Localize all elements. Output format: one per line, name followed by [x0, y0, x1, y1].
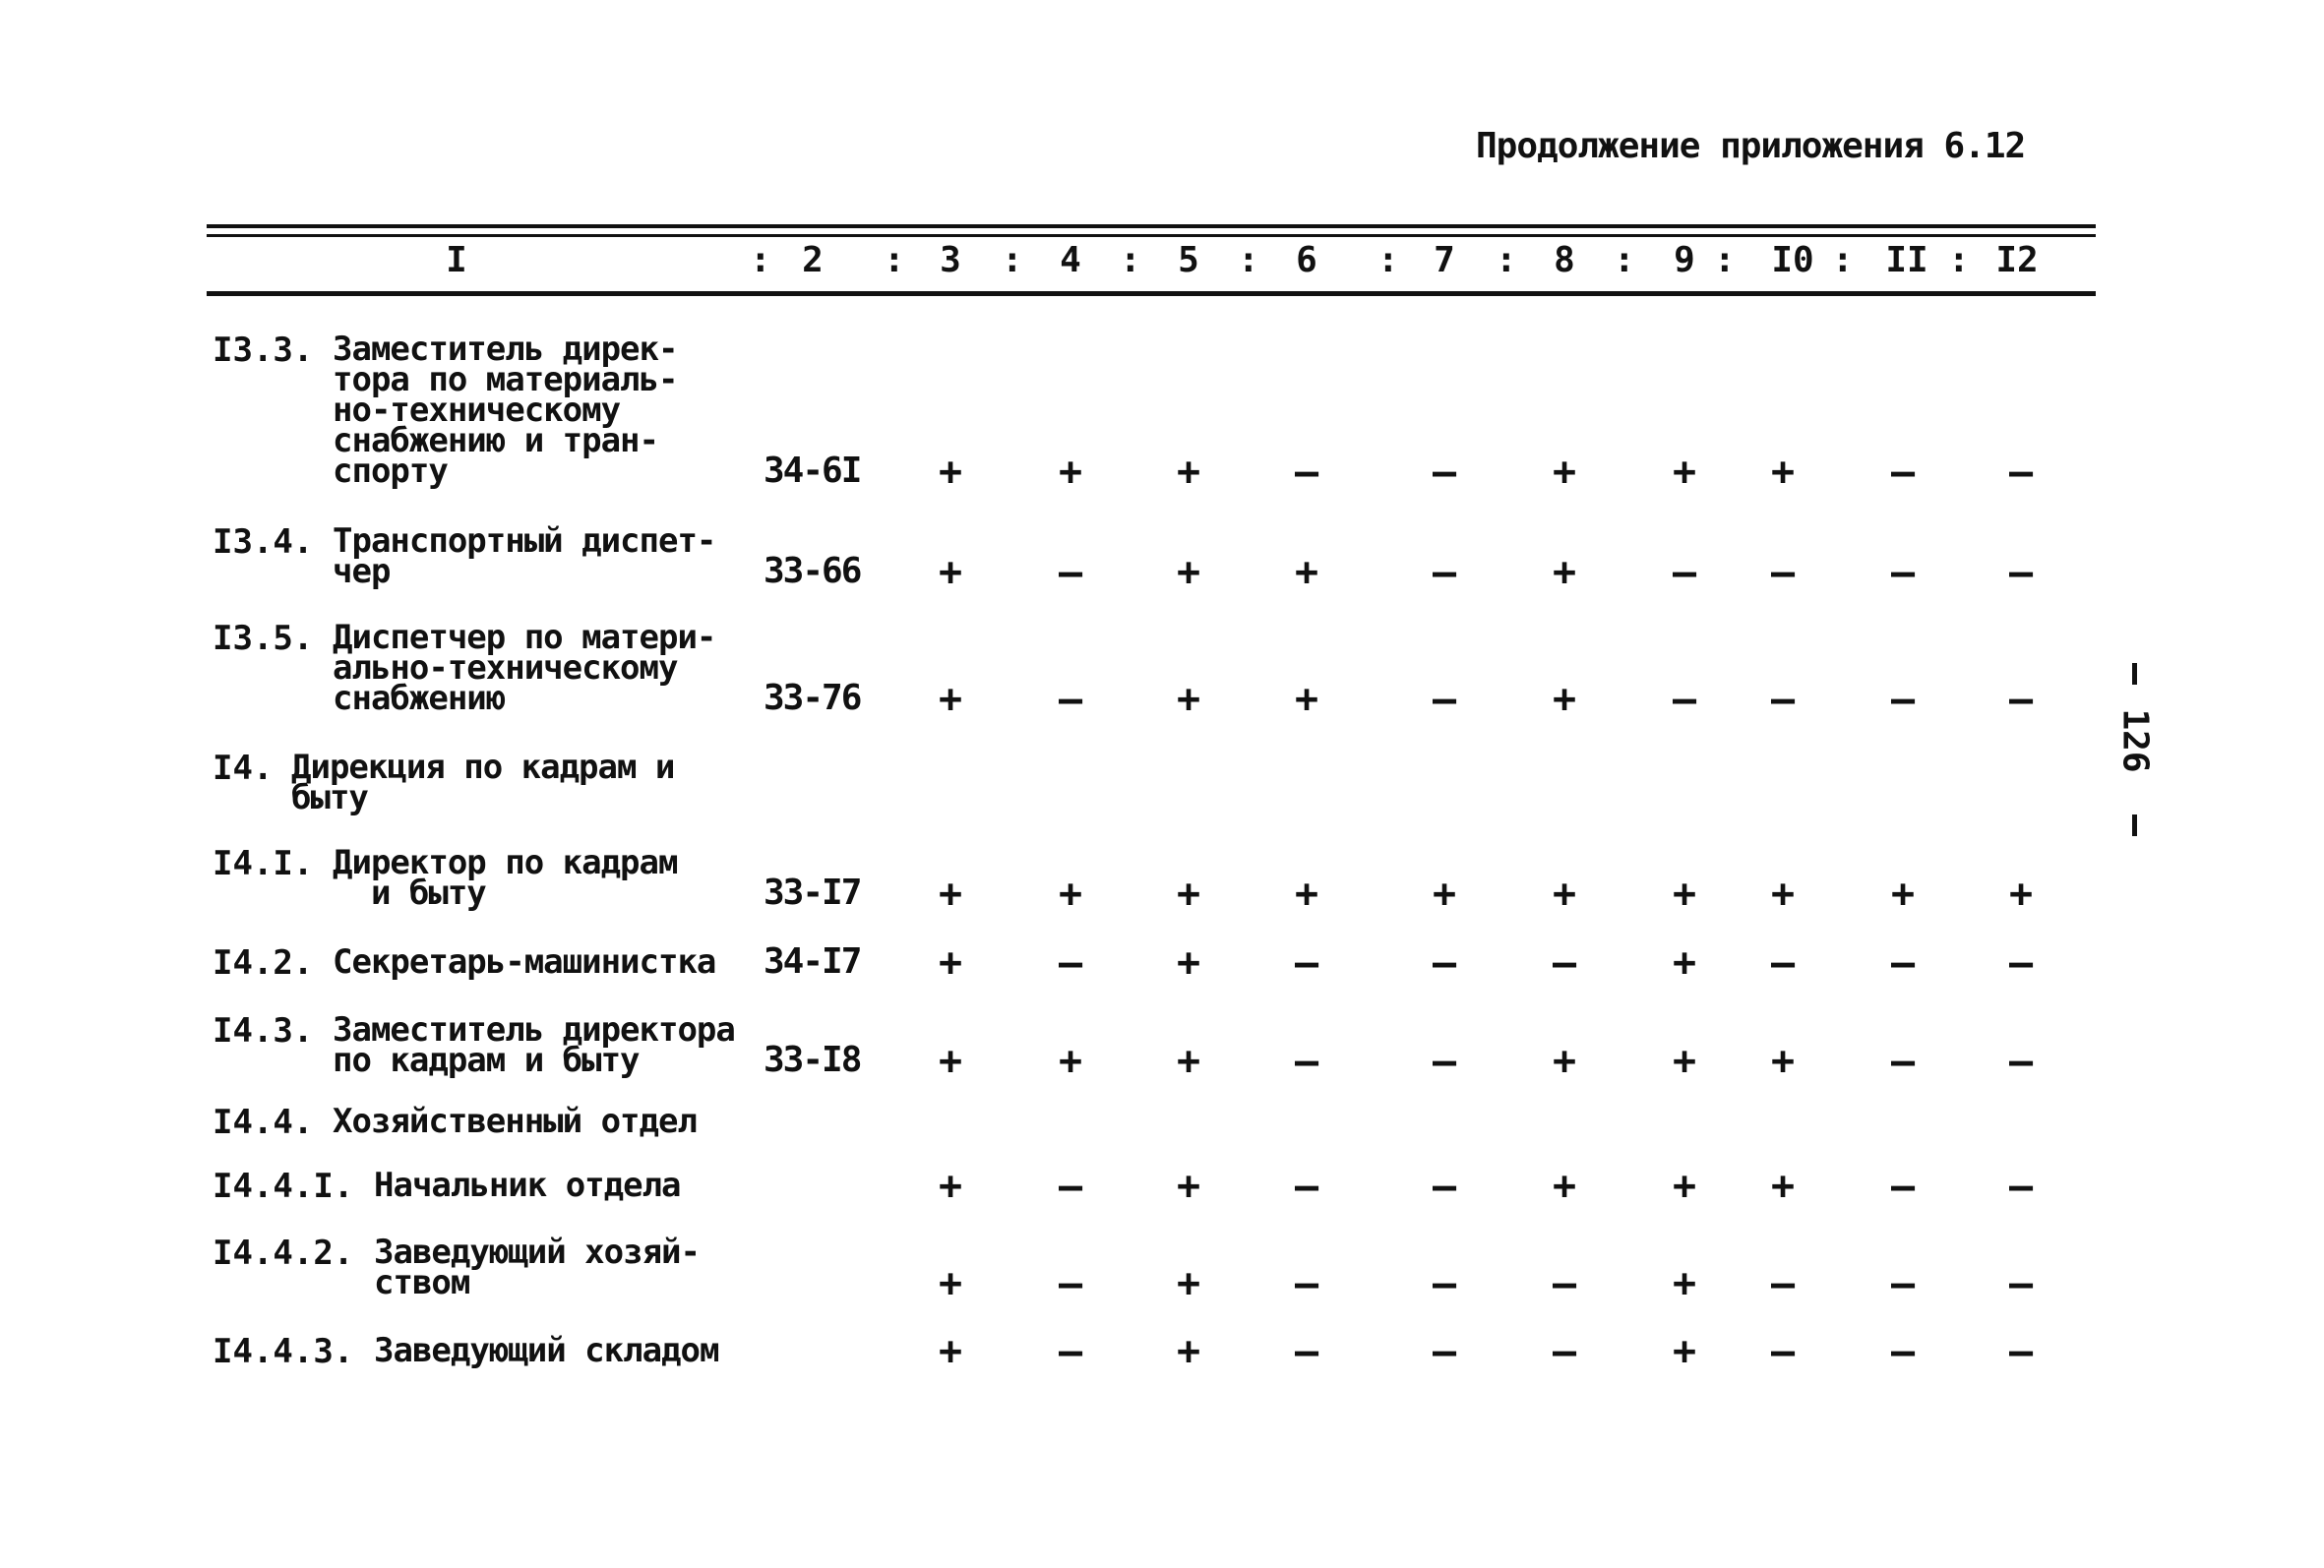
plus-mark: + [938, 1164, 963, 1209]
page-header: Продолжение приложения 6.12 [1476, 126, 2026, 166]
plus-mark: + [1176, 677, 1201, 722]
dash-mark: – [1890, 677, 1916, 722]
plus-mark: + [1672, 1261, 1697, 1306]
plus-mark: + [938, 872, 963, 917]
column-header-8: 8 [1554, 240, 1575, 280]
page-number-text: 126 [2114, 708, 2156, 773]
plus-mark: + [1552, 450, 1577, 495]
dash-mark: – [1432, 550, 1457, 595]
plus-mark: + [1672, 940, 1697, 986]
row-number: I4.4.I. [213, 1167, 354, 1206]
plus-mark: + [938, 550, 963, 595]
column-header-1: I [446, 240, 467, 280]
dash-mark: – [2008, 1164, 2034, 1209]
dash-mark: – [2008, 450, 2034, 495]
dash-mark: – [1294, 1164, 1319, 1209]
row-number: I3.4. [213, 522, 314, 562]
dash-mark: – [1432, 1329, 1457, 1374]
plus-mark: + [1176, 1329, 1201, 1374]
dash-mark: – [2008, 1039, 2034, 1084]
plus-mark: + [1770, 450, 1796, 495]
column-header-12: I2 [1995, 240, 2039, 280]
column-separator: : [1120, 240, 1141, 280]
dash-mark: – [1890, 1039, 1916, 1084]
column-separator: : [1002, 240, 1023, 280]
dash-mark: – [1890, 940, 1916, 986]
column-separator: : [1714, 240, 1736, 280]
column-separator: : [1377, 240, 1399, 280]
plus-mark: + [1176, 450, 1201, 495]
plus-mark: + [1294, 872, 1319, 917]
plus-mark: + [938, 1039, 963, 1084]
dash-mark: – [1058, 1329, 1083, 1374]
row-number: I4.4.3. [213, 1332, 354, 1371]
dash-mark: – [1890, 550, 1916, 595]
row-code: 33-76 [764, 678, 861, 718]
dash-mark: – [1770, 550, 1796, 595]
column-header-2: 2 [802, 240, 824, 280]
column-separator: : [750, 240, 771, 280]
dash-mark: – [1672, 550, 1697, 595]
dash-mark: – [1432, 677, 1457, 722]
plus-mark: + [1176, 550, 1201, 595]
column-separator: : [1948, 240, 1970, 280]
plus-mark: + [1672, 1164, 1697, 1209]
plus-mark: + [1672, 450, 1697, 495]
dash-mark: – [1294, 940, 1319, 986]
plus-mark: + [1294, 550, 1319, 595]
plus-mark: + [1672, 1039, 1697, 1084]
dash-mark: – [2008, 1329, 2034, 1374]
dash-mark: – [1890, 1329, 1916, 1374]
row-number: I4.4. [213, 1103, 314, 1142]
dash-mark: – [1432, 1261, 1457, 1306]
row-label: Секретарь-машинистка [333, 942, 716, 982]
page-number-dash-bottom [2132, 814, 2137, 836]
row-code: 33-I7 [764, 873, 861, 913]
row-label: Заведующий складом [374, 1331, 719, 1370]
row-label: Директор по кадрам и быту [333, 843, 678, 913]
dash-mark: – [1890, 450, 1916, 495]
row-label: Заместитель дирек- тора по материаль- но-техническому снабжению и тран- спорту [333, 330, 678, 491]
row-label: Начальник отдела [374, 1166, 681, 1205]
row-code: 34-I7 [764, 941, 861, 982]
plus-mark: + [2008, 872, 2034, 917]
row-number: I3.3. [213, 331, 314, 370]
column-separator: : [1832, 240, 1854, 280]
column-header-10: I0 [1771, 240, 1814, 280]
column-separator: : [1614, 240, 1635, 280]
plus-mark: + [1058, 1039, 1083, 1084]
row-number: I4.3. [213, 1011, 314, 1051]
dash-mark: – [1552, 940, 1577, 986]
plus-mark: + [938, 1261, 963, 1306]
dash-mark: – [1432, 1039, 1457, 1084]
plus-mark: + [1552, 1039, 1577, 1084]
row-code: 33-I8 [764, 1040, 861, 1080]
plus-mark: + [1552, 1164, 1577, 1209]
column-separator: : [1496, 240, 1517, 280]
plus-mark: + [1058, 450, 1083, 495]
plus-mark: + [1294, 677, 1319, 722]
dash-mark: – [1770, 1261, 1796, 1306]
plus-mark: + [1176, 1039, 1201, 1084]
plus-mark: + [1890, 872, 1916, 917]
plus-mark: + [1770, 1039, 1796, 1084]
dash-mark: – [1058, 550, 1083, 595]
dash-mark: – [1432, 1164, 1457, 1209]
plus-mark: + [1770, 1164, 1796, 1209]
plus-mark: + [938, 1329, 963, 1374]
plus-mark: + [1770, 872, 1796, 917]
column-header-9: 9 [1674, 240, 1695, 280]
dash-mark: – [2008, 677, 2034, 722]
plus-mark: + [1176, 940, 1201, 986]
plus-mark: + [1176, 1261, 1201, 1306]
plus-mark: + [1432, 872, 1457, 917]
row-label: Транспортный диспет- чер [333, 521, 716, 591]
row-code: 34-6I [764, 451, 861, 491]
row-label: Дирекция по кадрам и быту [291, 748, 675, 817]
dash-mark: – [1770, 940, 1796, 986]
row-number: I4.4.2. [213, 1234, 354, 1273]
dash-mark: – [2008, 550, 2034, 595]
row-number: I4.I. [213, 844, 314, 883]
dash-mark: – [1294, 450, 1319, 495]
column-header-11: II [1885, 240, 1928, 280]
plus-mark: + [1058, 872, 1083, 917]
dash-mark: – [1058, 677, 1083, 722]
side-page-number [2106, 649, 2165, 846]
column-header-3: 3 [940, 240, 961, 280]
column-header-6: 6 [1296, 240, 1317, 280]
dash-mark: – [1552, 1261, 1577, 1306]
plus-mark: + [1672, 872, 1697, 917]
plus-mark: + [938, 677, 963, 722]
dash-mark: – [1294, 1261, 1319, 1306]
dash-mark: – [1058, 940, 1083, 986]
dash-mark: – [1770, 677, 1796, 722]
row-label: Хозяйственный отдел [333, 1102, 697, 1141]
dash-mark: – [1890, 1164, 1916, 1209]
column-separator: : [884, 240, 905, 280]
plus-mark: + [938, 940, 963, 986]
plus-mark: + [1176, 1164, 1201, 1209]
dash-mark: – [1672, 677, 1697, 722]
dash-mark: – [1432, 940, 1457, 986]
dash-mark: – [1058, 1261, 1083, 1306]
page-number-dash-top [2132, 663, 2137, 685]
row-number: I4.2. [213, 943, 314, 983]
dash-mark: – [2008, 1261, 2034, 1306]
row-label: Заместитель директора по кадрам и быту [333, 1010, 735, 1080]
row-label: Заведующий хозяй- ством [374, 1233, 700, 1302]
row-number: I3.5. [213, 619, 314, 658]
column-header-5: 5 [1178, 240, 1199, 280]
column-header-4: 4 [1060, 240, 1081, 280]
column-header-7: 7 [1434, 240, 1455, 280]
plus-mark: + [1552, 550, 1577, 595]
row-number: I4. [213, 749, 274, 788]
dash-mark: – [1294, 1039, 1319, 1084]
dash-mark: – [1552, 1329, 1577, 1374]
plus-mark: + [1552, 677, 1577, 722]
dash-mark: – [1770, 1329, 1796, 1374]
plus-mark: + [1176, 872, 1201, 917]
plus-mark: + [1552, 872, 1577, 917]
dash-mark: – [1890, 1261, 1916, 1306]
row-code: 33-66 [764, 551, 861, 591]
dash-mark: – [1058, 1164, 1083, 1209]
dash-mark: – [1294, 1329, 1319, 1374]
row-label: Диспетчер по матери- ально-техническому снабжению [333, 618, 716, 718]
dash-mark: – [1432, 450, 1457, 495]
plus-mark: + [938, 450, 963, 495]
dash-mark: – [2008, 940, 2034, 986]
plus-mark: + [1672, 1329, 1697, 1374]
column-separator: : [1238, 240, 1259, 280]
